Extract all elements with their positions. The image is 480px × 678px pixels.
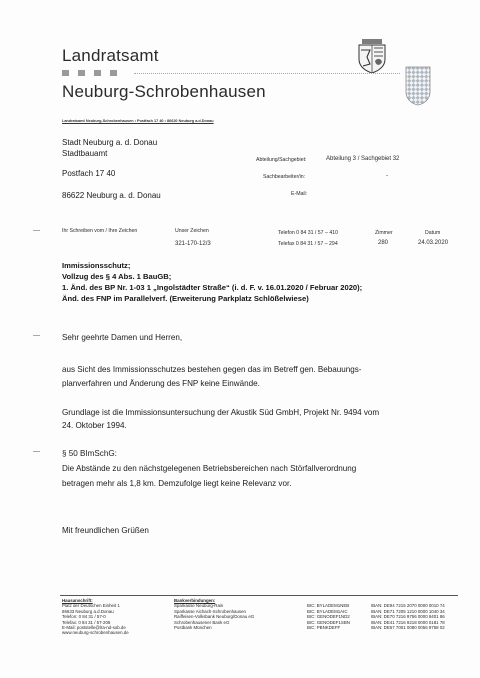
footer-iban-code: IBAN: DE94 7215 2070 0000 0010 74 [371,603,445,609]
recipient-line4: 86622 Neuburg a. d. Donau [62,191,161,200]
fold-mark: — [33,227,40,234]
footer-bank-name: Postbank München [174,625,212,631]
footer-iban-code: IBAN: DE70 7216 9756 0000 9401 86 [371,614,445,620]
fold-mark: — [33,448,40,455]
paragraph3-heading: § 50 BImSchG: [62,449,117,458]
letterhead-dotted-line [134,73,400,74]
fold-mark: — [33,332,40,339]
footer-bank-name: Raiffeisen-Volksbank Neuburg/Donau eG [174,614,255,620]
letterhead-square [62,70,69,76]
recipient-line1: Stadt Neuburg a. d. Donau [62,138,158,147]
subject-line3: 1. Änd. des BP Nr. 1-03 1 „Ingolstädter Straße“ (i. d. F. v. 16.01.2020 / Februar 2020); [62,283,363,292]
footer-bic [307,603,350,630]
coat-of-arms-icon [357,39,387,73]
footer-banks [174,598,254,630]
subject-line2: Vollzug des § 4 Abs. 1 BauGB; [62,272,172,281]
room-label: Zimmer [375,230,393,236]
letterhead-square [110,70,117,76]
footer-bic-code: BIC: BYLADEM1NEB [307,603,350,609]
bavarian-lozenge-icon [405,66,431,106]
letterhead-square [94,70,101,76]
closing: Mit freundlichen Grüßen [62,526,149,535]
subject-line1: Immissionsschutz; [62,261,131,270]
letterhead-square [78,70,85,76]
recipient-line2: Stadtbauamt [62,149,108,158]
footer-email: E-Mail: poststelle@lra-nd-sob.de [62,625,126,631]
footer-bank-name: Sparkasse Aichach-Schrobenhausen [174,608,247,614]
our-ref-label: Unser Zeichen [175,228,209,234]
paragraph3-line2: betragen mehr als 1,8 km. Demzufolge liegt keine Relevanz vor. [62,479,292,488]
our-ref-value: 321-170-12/3 [175,241,211,247]
footer-bank-name: Sparkasse Neuburg-Rain [174,603,224,609]
footer-address [62,598,129,636]
footer-address-line: Telefax: 0 84 31 / 57-205 [62,619,111,625]
phone-number: Telefon 0 84 31 / 57 – 410 [278,230,338,236]
date-value: 24.03.2020 [418,240,449,246]
org-name-line2: Neuburg-Schrobenhausen [62,82,266,101]
footer-bic-code: BIC: PBNKDEFF [307,625,341,631]
footer-iban-code: IBAN: DE41 7216 9218 0000 0181 78 [371,619,445,625]
fax-number: Telefax 0 84 31 / 57 – 294 [278,241,338,247]
footer-address-line: 86633 Neuburg a.d.Donau [62,608,114,614]
footer-address-heading: Hausanschrift: [62,598,93,603]
footer-address-line: Telefon: 0 84 31 / 57-0 [62,614,106,620]
footer-iban-code: IBAN: DE57 7001 0080 0056 9758 02 [371,625,445,631]
recipient-line3: Postfach 17 40 [62,169,116,178]
footer-rule [60,595,458,596]
footer-address-line: Platz der Deutschen Einheit 1 [62,603,120,609]
paragraph3-line1: Die Abstände zu den nächstgelegenen Betriebsbereichen nach Störfallverordnung [62,464,357,473]
footer-banks-heading: Bankverbindungen: [174,598,216,603]
return-address: Landratsamt Neuburg-Schrobenhausen • Postfach 17 40 • 86620 Neuburg a.d.Donau [62,119,214,123]
footer-bic-code: BIC: BYLADEM1AIC [307,608,348,614]
paragraph1-line1: aus Sicht des Immissionsschutzes bestehen gegen das im Betreff gen. Bebauungs- [62,365,362,374]
email-label: E-Mail: [291,191,308,197]
footer-bic-code: BIC: GENODEF1ND2 [307,614,350,620]
footer-iban-code: IBAN: DE71 7205 1210 0000 1040 34 [371,608,445,614]
footer-iban [371,603,445,630]
room-value: 280 [378,240,389,246]
clerk-label: Sachbearbeiter/in: [263,174,306,180]
paragraph2-line1: Grundlage ist die Immissionsuntersuchung der Akustik Süd GmbH, Projekt Nr. 9494 vom [62,408,380,417]
footer-bic-code: BIC: GENODEF1SBN [307,619,350,625]
subject-line4: Änd. des FNP im Parallelverf. (Erweiterung Parkplatz Schlößelwiese) [62,294,309,303]
your-letter-label: Ihr Schreiben vom / Ihre Zeichen [62,228,138,234]
date-label: Datum [425,230,441,236]
footer-website: www.neuburg-schrobenhausen.de [62,630,129,636]
paragraph2-line2: 24. Oktober 1994. [62,421,127,430]
clerk-value: - [386,173,388,179]
dept-label: Abteilung/Sachgebiet: [256,157,307,163]
paragraph1-line2: planverfahren und Änderung des FNP keine Einwände. [62,379,260,388]
org-name-line1: Landratsamt [62,46,159,65]
footer-bank-name: Schrobenhausener Bank eG [174,619,230,625]
dept-value: Abteilung 3 / Sachgebiet 32 [326,156,400,162]
salutation: Sehr geehrte Damen und Herren, [62,333,183,342]
